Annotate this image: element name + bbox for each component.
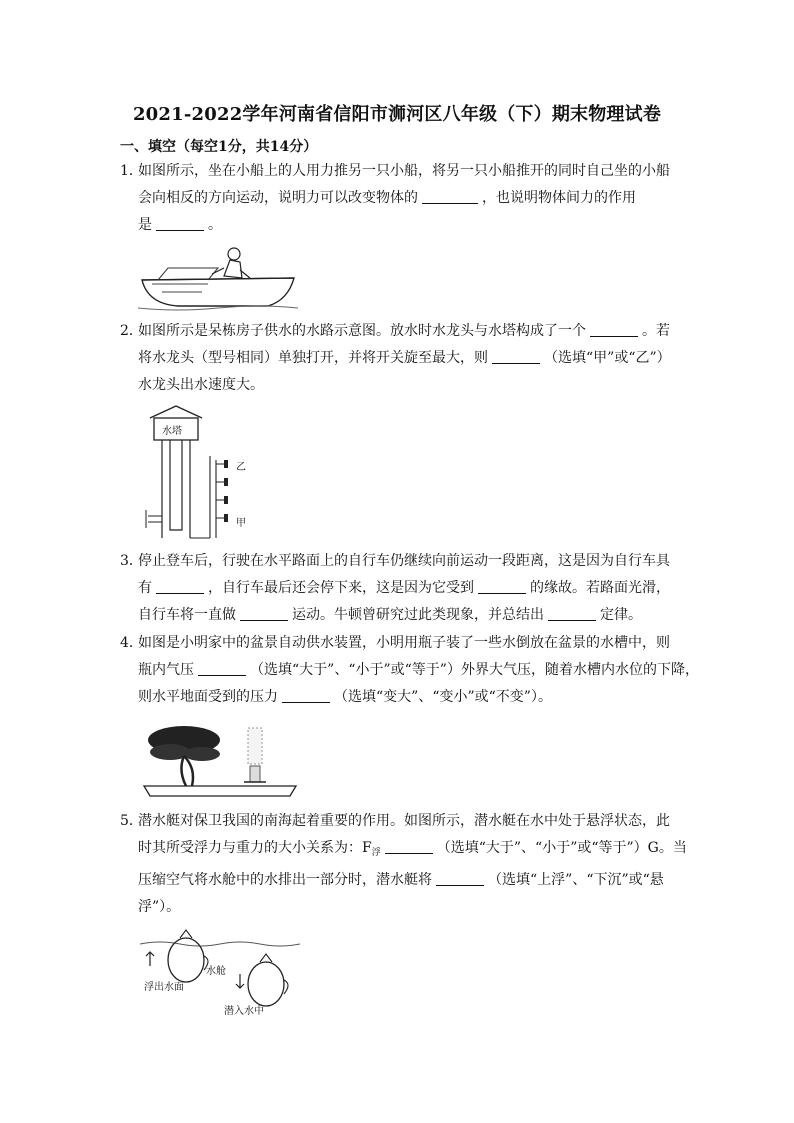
question-number: 1．	[120, 163, 143, 179]
answer-blank[interactable]	[590, 322, 638, 337]
answer-blank[interactable]	[492, 349, 540, 364]
question-text: （选填“变大”、“变小”或“不变”）。	[334, 689, 552, 705]
question-number: 5．	[120, 813, 143, 829]
answer-blank[interactable]	[385, 839, 433, 854]
question-text: 浮”）。	[138, 899, 181, 915]
question-text: 停止登车后，行驶在水平路面上的自行车仍继续向前运动一段距离，这是因为自行车具	[138, 553, 670, 569]
question-number: 4．	[120, 635, 143, 651]
tank-label: 水舱	[206, 966, 226, 977]
question-text: 瓶内气压	[138, 662, 194, 678]
question-4	[120, 630, 699, 711]
answer-blank[interactable]	[198, 661, 246, 676]
answer-blank[interactable]	[156, 216, 204, 231]
question-text: （选填“甲”或“乙”）	[544, 350, 671, 366]
tower-label: 水塔	[162, 426, 182, 437]
question-text: 会向相反的方向运动，说明力可以改变物体的	[138, 190, 418, 206]
submarine-figure	[140, 926, 300, 1016]
question-text: 压缩空气将水舱中的水排出一部分时，潜水艇将	[138, 872, 432, 888]
section-heading: 一、填空（每空1分，共14分）	[120, 139, 318, 155]
question-text: 水龙头出水速度大。	[138, 377, 264, 393]
question-text: 如图是小明家中的盆景自动供水装置，小明用瓶子装了一些水倒放在盆景的水槽中，则	[138, 635, 670, 651]
question-text: 有	[138, 580, 152, 596]
question-text: ，自行车最后还会停下来，这是因为它受到	[208, 580, 474, 596]
question-2	[120, 318, 680, 399]
question-text: 自行车将一直做	[138, 607, 236, 623]
answer-blank[interactable]	[156, 579, 204, 594]
question-5	[120, 808, 687, 921]
subscript: 浮	[371, 848, 381, 858]
question-text: （选填“大于”、“小于”或“等于”）G。当	[436, 840, 687, 856]
question-text: （选填“大于”、“小于”或“等于”）外界大气压，随着水槽内水位的下降，	[250, 662, 699, 678]
page-title: 2021-2022学年河南省信阳市浉河区八年级（下）期末物理试卷	[132, 104, 662, 125]
question-text: ，也说明物体间力的作用	[482, 190, 636, 206]
question-text: 将水龙头（型号相同）单独打开，并将开关旋至最大，则	[138, 350, 488, 366]
question-3	[120, 548, 680, 629]
surface-label: 浮出水面	[144, 982, 184, 993]
dive-label: 潜入水中	[224, 1006, 264, 1016]
question-text: 时其所受浮力与重力的大小关系为：F	[138, 840, 372, 856]
question-number: 2．	[120, 323, 143, 339]
question-text: 是	[138, 217, 152, 233]
tap-yi-label: 乙	[236, 462, 246, 473]
answer-blank[interactable]	[240, 606, 288, 621]
question-text: 的缘故。若路面光滑，	[530, 580, 670, 596]
question-text: 则水平地面受到的压力	[138, 689, 278, 705]
question-text: 。	[208, 217, 222, 233]
question-text: 潜水艇对保卫我国的南海起着重要的作用。如图所示，潜水艇在水中处于悬浮状态，此	[138, 813, 670, 829]
question-number: 3．	[120, 553, 143, 569]
question-text: 运动。牛顿曾研究过此类现象，并总结出	[292, 607, 544, 623]
answer-blank[interactable]	[422, 189, 478, 204]
boat-figure	[138, 240, 298, 312]
question-text: 定律。	[600, 607, 642, 623]
question-text: 如图所示，坐在小船上的人用力推另一只小船，将另一只小船推开的同时自己坐的小船	[138, 163, 670, 179]
question-text: （选填“上浮”、“下沉”或“悬	[488, 872, 664, 888]
answer-blank[interactable]	[436, 871, 484, 886]
tap-jia-label: 甲	[236, 518, 246, 529]
answer-blank[interactable]	[548, 606, 596, 621]
question-text: 如图所示是呆栋房子供水的水路示意图。放水时水龙头与水塔构成了一个	[138, 323, 586, 339]
water-tower-figure	[140, 404, 250, 544]
answer-blank[interactable]	[478, 579, 526, 594]
answer-blank[interactable]	[282, 688, 330, 703]
question-1	[120, 158, 680, 239]
bonsai-figure	[140, 716, 300, 798]
question-text: 。若	[642, 323, 670, 339]
